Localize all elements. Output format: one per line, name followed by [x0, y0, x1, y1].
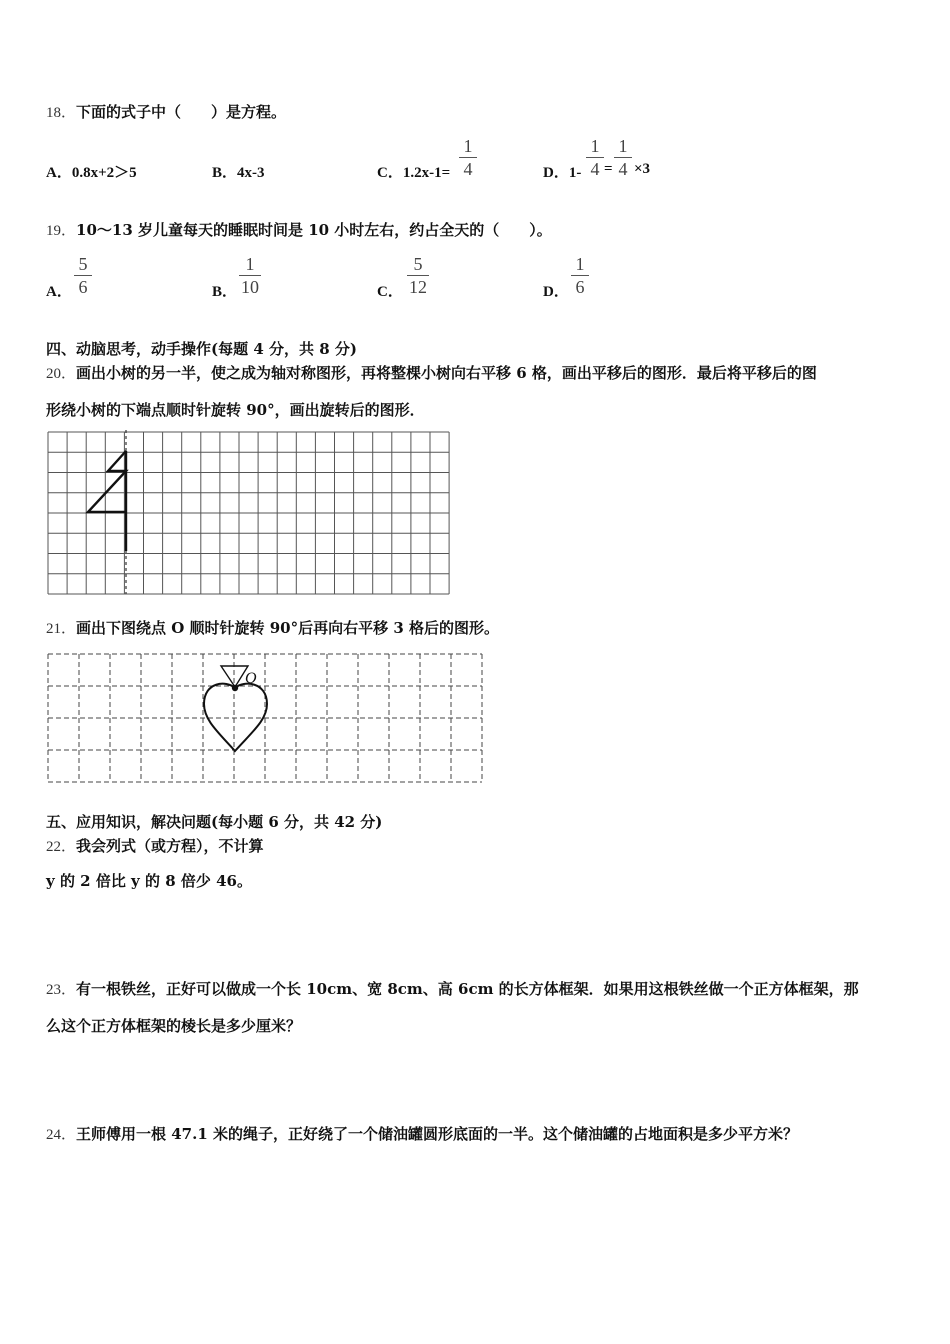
q21-heart-grid [46, 652, 486, 788]
q19-option-b: B． [212, 284, 238, 300]
q21-text: 画出下图绕点 O 顺时针旋转 90°后再向右平移 3 格后的图形。 [76, 619, 500, 637]
q19-option-c: C． [377, 284, 403, 300]
option-letter: C． [377, 165, 403, 181]
q24-text: 王师傅用一根 47.1 米的绳子，正好绕了一个储油罐圆形底面的一半。这个储油罐的占地面积是多少平方米？ [76, 1125, 798, 1143]
option-content: 1- [568, 165, 582, 181]
q19-stem [46, 220, 552, 241]
option-letter: A． [46, 165, 72, 181]
denominator: 4 [463, 159, 473, 179]
q19-option-d: D． [543, 284, 569, 300]
q22-stem [46, 836, 264, 857]
section-5-heading: 五、应用知识，解决问题(每小题 6 分，共 42 分) [46, 813, 383, 831]
q23-number: 23． [46, 982, 77, 998]
denominator: 10 [241, 277, 259, 297]
numerator: 5 [413, 254, 423, 274]
q20-tree-grid [46, 430, 456, 596]
q20-text-2: 形绕小树的下端点顺时针旋转 90°，画出旋转后的图形． [46, 401, 425, 419]
q19-a-fraction [73, 254, 93, 297]
q18-d-tail: ×3 [634, 161, 651, 177]
numerator: 1 [245, 254, 255, 274]
q18-text: 下面的式子中（ ）是方程。 [76, 103, 287, 121]
denominator: 4 [618, 159, 628, 179]
denominator: 12 [409, 277, 427, 297]
numerator: 5 [78, 254, 88, 274]
numerator: 1 [618, 136, 628, 156]
q20-stem-line1 [46, 363, 817, 384]
q23-text-2: 么这个正方体框架的棱长是多少厘米？ [46, 1017, 302, 1035]
point-o [232, 685, 238, 691]
q22-number: 22． [46, 839, 77, 855]
q20-text-1: 画出小树的另一半，使之成为轴对称图形，再将整棵小树向右平移 6 格，画出平移后的图形．最后将平移后的图 [76, 364, 817, 382]
numerator: 1 [575, 254, 585, 274]
q19-b-fraction [238, 254, 262, 297]
denominator: 6 [575, 277, 585, 297]
denominator: 6 [78, 277, 88, 297]
q19-d-fraction [570, 254, 590, 297]
q19-number: 19． [46, 223, 77, 239]
q18-d-fraction-2 [613, 136, 633, 179]
numerator: 1 [590, 136, 600, 156]
q19-c-fraction [406, 254, 430, 297]
q18-stem [46, 102, 286, 123]
section-4-heading: 四、动脑思考，动手操作(每题 4 分，共 8 分) [46, 340, 357, 358]
option-content: 4x-3 [237, 165, 265, 181]
tree-half-shape [88, 451, 126, 512]
q18-d-equals: = [604, 161, 613, 177]
q23-text-1: 有一根铁丝，正好可以做成一个长 10cm、宽 8cm、高 6cm 的长方体框架．如果用这根铁丝做一个正方体框架，那 [76, 980, 859, 998]
q18-number: 18． [46, 105, 77, 121]
q24-number: 24． [46, 1127, 77, 1143]
q18-option-c [377, 161, 450, 182]
q21-stem [46, 618, 499, 639]
option-letter: D． [543, 165, 569, 181]
denominator: 4 [590, 159, 600, 179]
q18-option-a [46, 161, 137, 182]
q18-c-fraction [458, 136, 478, 179]
q19-option-a: A． [46, 284, 72, 300]
q22-subquestion: y 的 2 倍比 y 的 8 倍少 46。 [46, 872, 252, 890]
q23-stem-line1 [46, 979, 859, 1000]
heart-shape [204, 684, 267, 751]
numerator: 1 [463, 136, 473, 156]
q18-option-d [543, 161, 581, 182]
q18-option-b [212, 161, 265, 182]
q21-number: 21． [46, 621, 77, 637]
point-o-label: O [245, 670, 257, 687]
q24-stem [46, 1124, 798, 1145]
option-content: 0.8x+2＞5 [71, 165, 137, 181]
q19-text: 10～13 岁儿童每天的睡眠时间是 10 小时左右，约占全天的（ ）。 [76, 221, 552, 239]
q18-d-fraction-1 [585, 136, 605, 179]
q20-number: 20． [46, 366, 77, 382]
option-letter: B． [212, 165, 238, 181]
option-content: 1.2x-1= [402, 165, 451, 181]
q22-text: 我会列式（或方程），不计算 [76, 837, 264, 855]
